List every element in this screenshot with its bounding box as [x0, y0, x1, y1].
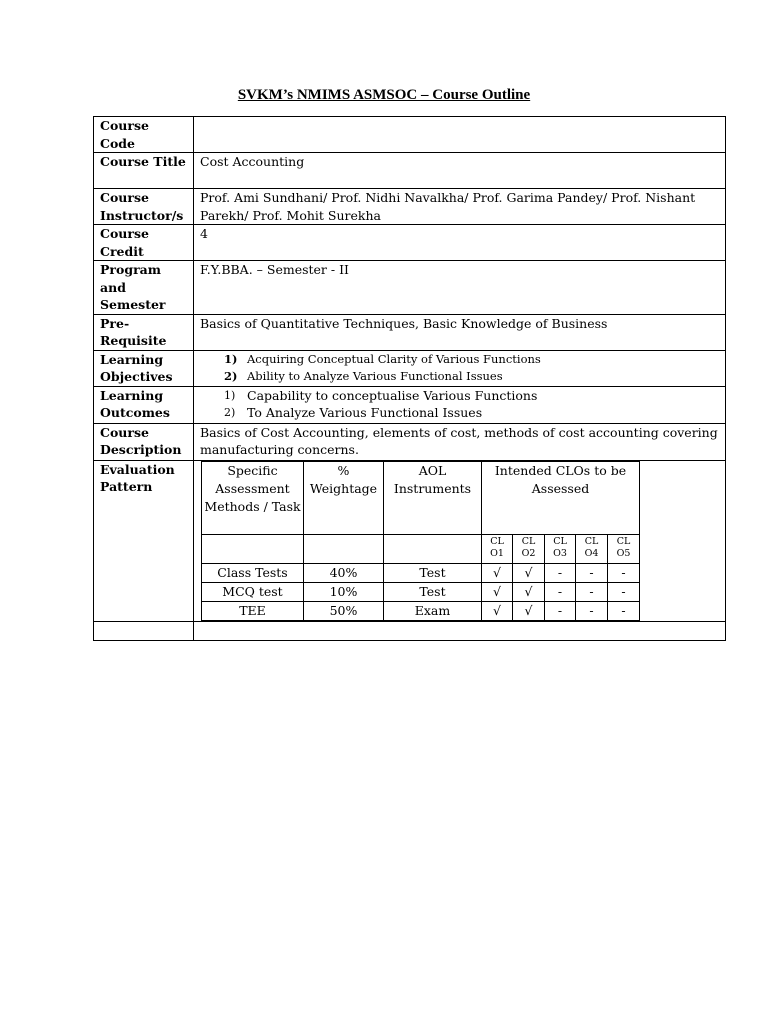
clo-cell: √ — [513, 582, 545, 601]
aol-header: AOL Instruments — [384, 461, 482, 534]
objectives-label: Learning Objectives — [94, 350, 194, 386]
objectives-list — [200, 351, 719, 386]
clo-label: CL O5 — [608, 534, 640, 563]
eval-clo-label-row — [202, 534, 640, 563]
clo-cell: √ — [513, 563, 545, 582]
method-cell: MCQ test — [202, 582, 304, 601]
clo-cell: √ — [513, 601, 545, 620]
description-value: Basics of Cost Accounting, elements of cost, methods of cost accounting covering manufacturing concerns. — [194, 423, 726, 460]
row-course-credit — [94, 225, 726, 261]
outcomes-list — [200, 387, 719, 422]
weightage-header: % Weightage — [304, 461, 384, 534]
clo-label: CL O4 — [576, 534, 608, 563]
course-outline-table — [93, 116, 726, 641]
course-code-label: Course Code — [94, 117, 194, 153]
evaluation-table — [201, 461, 640, 621]
aol-cell: Test — [384, 563, 482, 582]
table-row — [202, 582, 640, 601]
methods-header: Specific Assessment Methods / Task — [202, 461, 304, 534]
program-label: Program and Semester — [94, 261, 194, 315]
list-item: 2) To Analyze Various Functional Issues — [224, 405, 483, 420]
method-cell: Class Tests — [202, 563, 304, 582]
method-cell: TEE — [202, 601, 304, 620]
page-title: SVKM’s NMIMS ASMSOC – Course Outline — [237, 87, 531, 103]
clo-label: CL O1 — [482, 534, 513, 563]
description-label: Course Description — [94, 423, 194, 460]
prerequisite-label: Pre-Requisite — [94, 314, 194, 350]
course-title-label: Course Title — [94, 153, 194, 189]
clo-cell: √ — [482, 563, 513, 582]
table-row — [202, 563, 640, 582]
clo-cell: - — [545, 601, 576, 620]
clo-cell: - — [576, 601, 608, 620]
aol-cell: Test — [384, 582, 482, 601]
eval-header-row — [202, 461, 640, 534]
clo-cell: √ — [482, 582, 513, 601]
clo-label: CL O3 — [545, 534, 576, 563]
prerequisite-value: Basics of Quantitative Techniques, Basic Knowledge of Business — [194, 314, 726, 350]
row-empty — [94, 621, 726, 640]
row-course-code — [94, 117, 726, 153]
row-learning-outcomes — [94, 386, 726, 423]
clo-cell: - — [608, 582, 640, 601]
list-item: 1) Capability to conceptualise Various Functions — [224, 387, 538, 403]
weight-cell: 10% — [304, 582, 384, 601]
instructors-value: Prof. Ami Sundhani/ Prof. Nidhi Navalkha/ Prof. Garima Pandey/ Prof. Nishant Parekh/ Prof. Mohit Surekha — [194, 189, 726, 225]
clo-cell: - — [576, 582, 608, 601]
clo-cell: - — [608, 601, 640, 620]
weight-cell: 40% — [304, 563, 384, 582]
row-course-description — [94, 423, 726, 460]
list-item: 1) Acquiring Conceptual Clarity of Various Functions — [224, 351, 541, 366]
row-prerequisite — [94, 314, 726, 350]
row-course-title — [94, 153, 726, 189]
row-instructors — [94, 189, 726, 225]
row-program-semester — [94, 261, 726, 315]
clo-cell: √ — [482, 601, 513, 620]
outcomes-label: Learning Outcomes — [94, 386, 194, 423]
aol-cell: Exam — [384, 601, 482, 620]
clo-label: CL O2 — [513, 534, 545, 563]
course-credit-label: Course Credit — [94, 225, 194, 261]
course-title-value: Cost Accounting — [194, 153, 726, 189]
course-code-value — [194, 117, 726, 153]
table-row — [202, 601, 640, 620]
clos-header: Intended CLOs to be Assessed — [482, 461, 640, 534]
evaluation-label: Evaluation Pattern — [94, 460, 194, 621]
clo-cell: - — [545, 582, 576, 601]
clo-cell: - — [608, 563, 640, 582]
program-value: F.Y.BBA. – Semester - II — [194, 261, 726, 315]
weight-cell: 50% — [304, 601, 384, 620]
clo-cell: - — [545, 563, 576, 582]
row-evaluation-pattern — [94, 460, 726, 621]
clo-cell: - — [576, 563, 608, 582]
row-learning-objectives — [94, 350, 726, 386]
list-item: 2) Ability to Analyze Various Functional Issues — [224, 369, 503, 383]
course-credit-value: 4 — [194, 225, 726, 261]
instructors-label: Course Instructor/s — [94, 189, 194, 225]
